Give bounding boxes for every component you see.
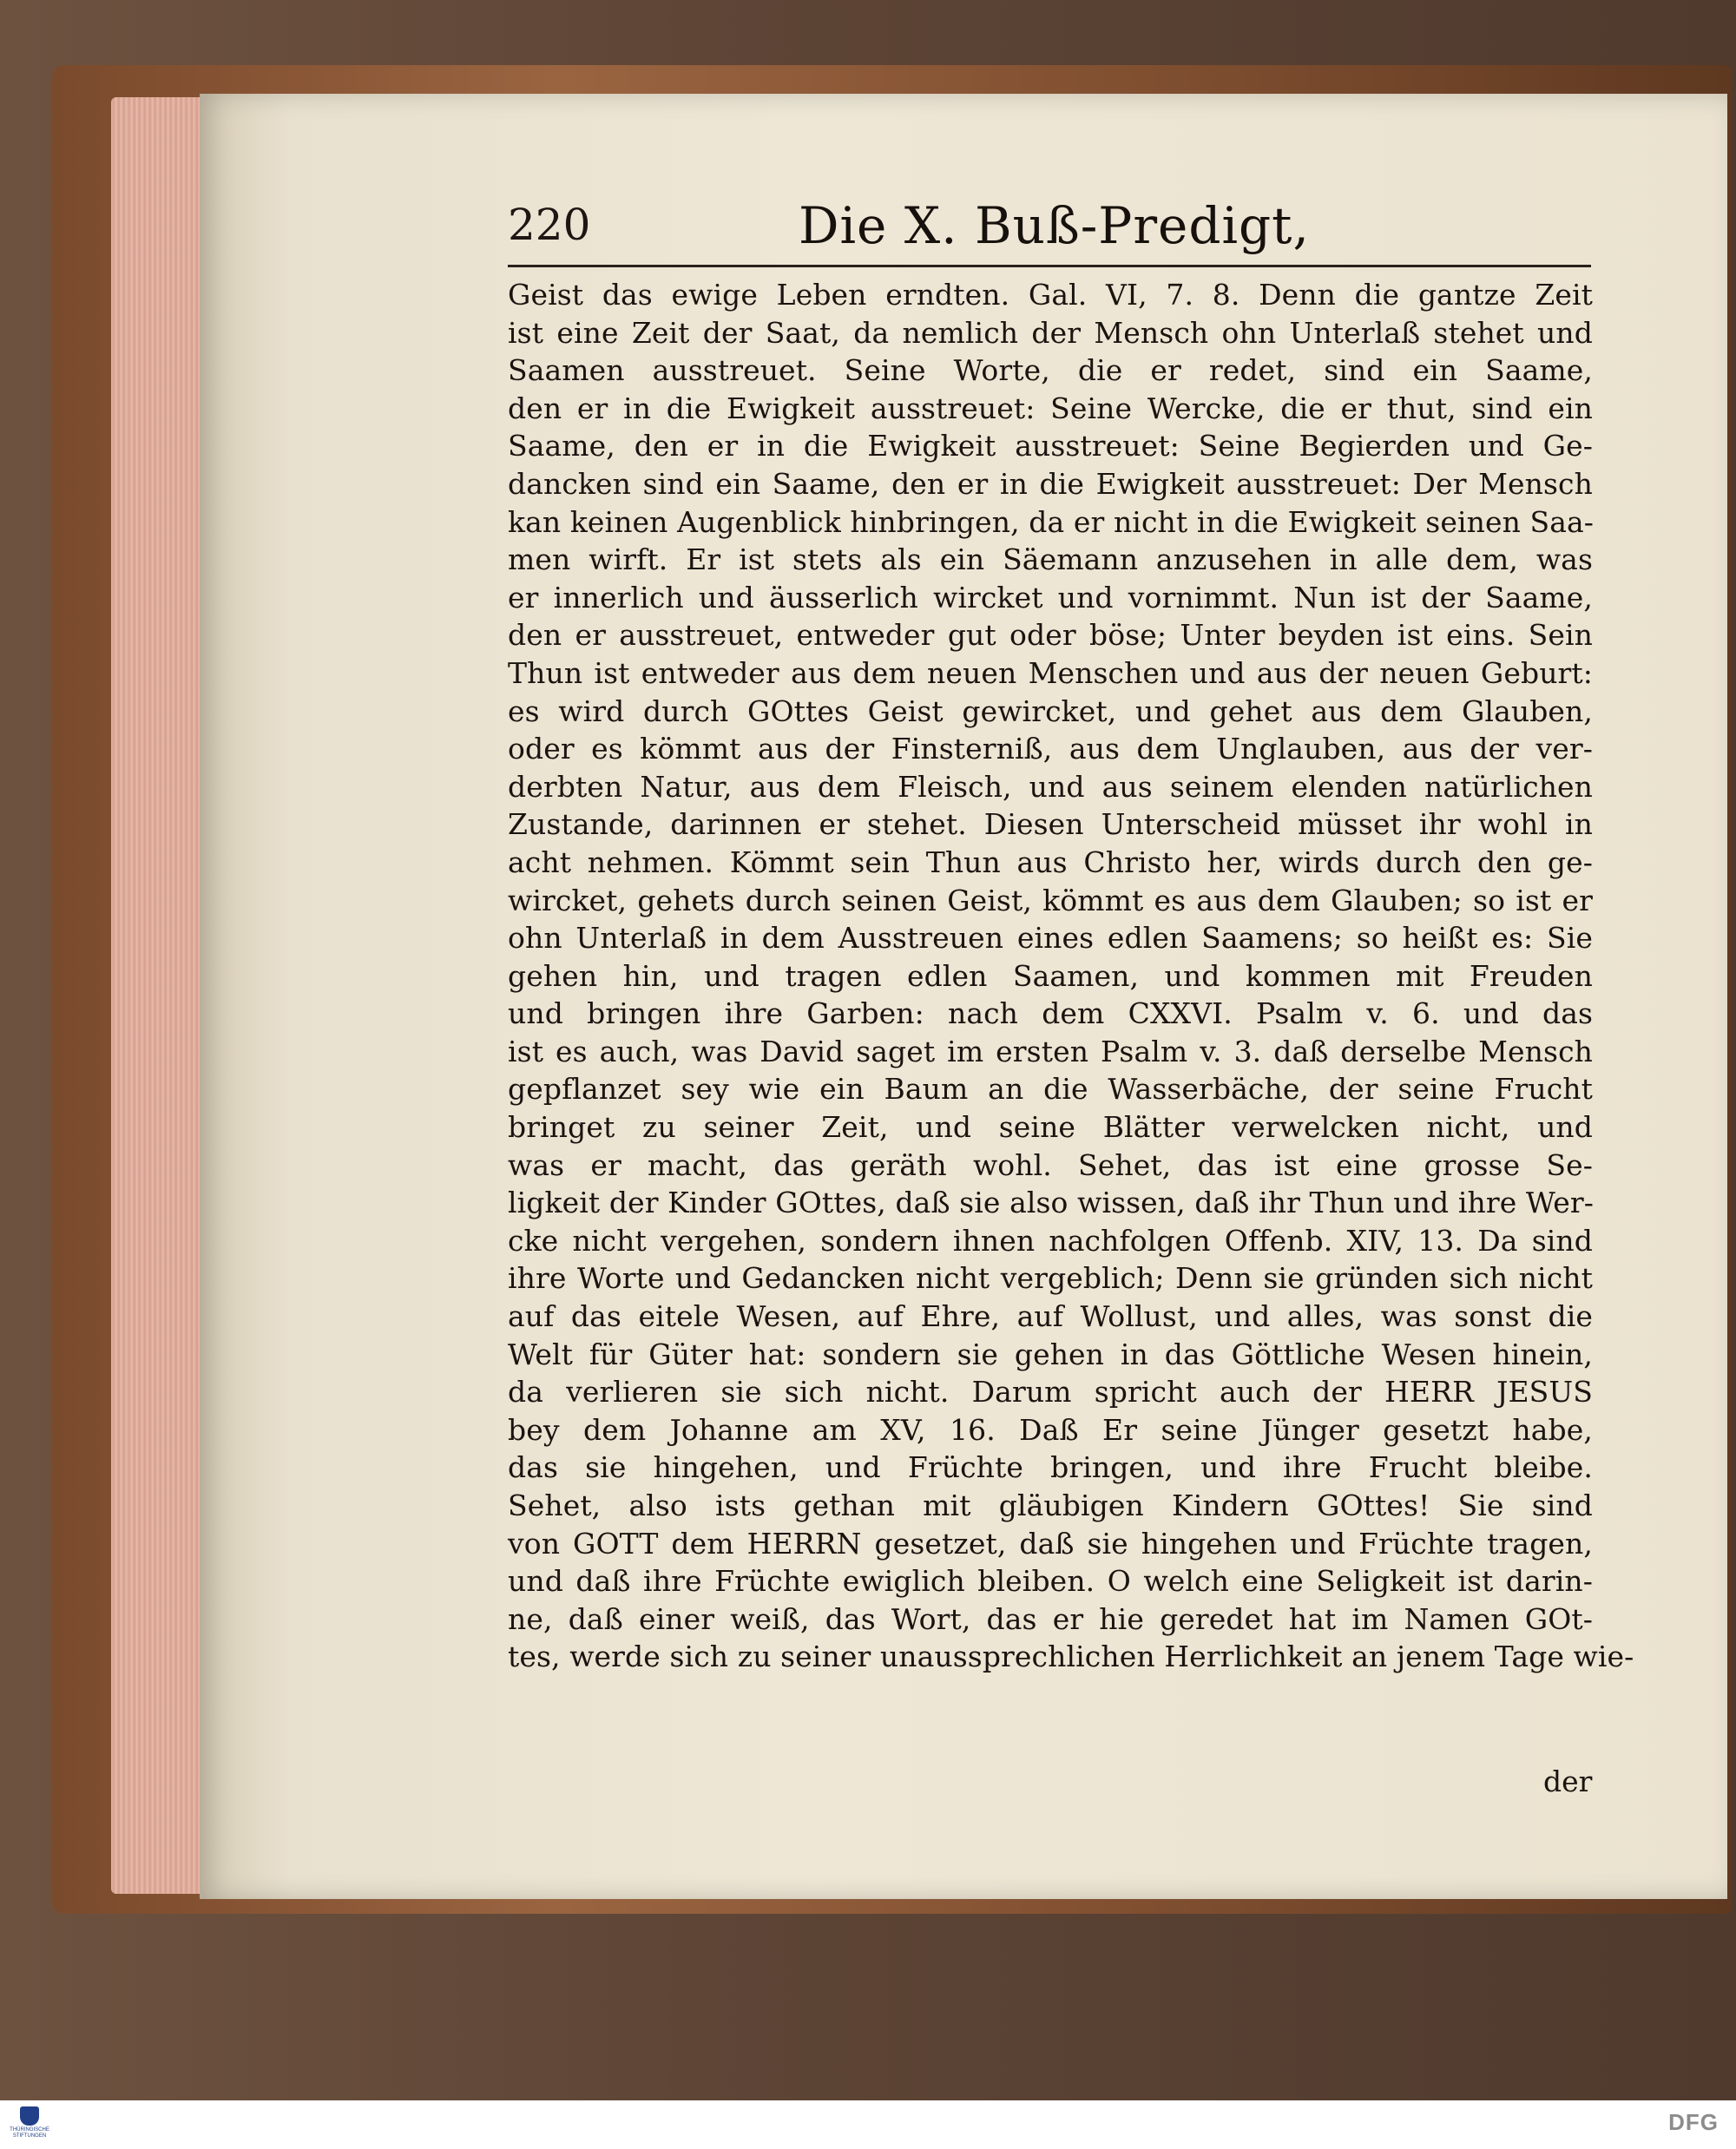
- text-line: acht nehmen. Kömmt sein Thun aus Christo her, wirds durch den ge-: [508, 844, 1593, 879]
- text-line: was er macht, das geräth wohl. Sehet, das ist eine grosse Se-: [508, 1147, 1593, 1182]
- catchword: der: [1543, 1765, 1593, 1798]
- text-line: cke nicht vergehen, sondern ihnen nachfolgen Offenb. XIV, 13. Da sind: [508, 1223, 1593, 1258]
- crest-icon: [20, 2106, 39, 2126]
- text-line: und bringen ihre Garben: nach dem CXXVI. Psalm v. 6. und das: [508, 996, 1593, 1031]
- body-text: [508, 276, 1634, 1676]
- text-line: men wirft. Er ist stets als ein Säemann anzusehen in alle dem, was: [508, 542, 1593, 577]
- text-line: ne, daß einer weiß, das Wort, das er hie geredet hat im Namen GOt-: [508, 1601, 1593, 1636]
- text-line: Sehet, also ists gethan mit gläubigen Kindern GOttes! Sie sind: [508, 1489, 1593, 1522]
- text-line: ist es auch, was David saget im ersten Psalm v. 3. daß derselbe Mensch: [508, 1034, 1593, 1068]
- text-line: Saame, den er in die Ewigkeit ausstreuet: Seine Begierden und Ge-: [508, 429, 1593, 463]
- text-line: gepflanzet sey wie ein Baum an die Wasserbäche, der seine Frucht: [508, 1072, 1593, 1107]
- text-line: dancken sind ein Saame, den er in die Ewigkeit ausstreuet: Der Mensch: [508, 466, 1593, 501]
- text-line: ohn Unterlaß in dem Ausstreuen eines edlen Saamens; so heißt es: Sie: [508, 921, 1593, 956]
- text-line: Saamen ausstreuet. Seine Worte, die er redet, sind ein Saame,: [508, 353, 1593, 388]
- text-line: oder es kömmt aus der Finsterniß, aus dem Unglauben, aus der ver-: [508, 732, 1593, 766]
- text-line: gehen hin, und tragen edlen Saamen, und kommen mit Freuden: [508, 958, 1593, 993]
- logo-caption: THÜRINGISCHE STIFTUNGEN: [10, 2127, 49, 2139]
- text-line: Thun ist entweder aus dem neuen Menschen und aus der neuen Geburt:: [508, 655, 1593, 690]
- text-line: bringet zu seiner Zeit, und seine Blätter verwelcken nicht, und: [508, 1110, 1593, 1145]
- text-line: er innerlich und äusserlich wircket und vornimmt. Nun ist der Saame,: [508, 580, 1593, 614]
- text-line: den er in die Ewigkeit ausstreuet: Seine Wercke, die er thut, sind ein: [508, 391, 1593, 425]
- text-line: ist eine Zeit der Saat, da nemlich der Mensch ohn Unterlaß stehet und: [508, 315, 1593, 350]
- running-title: Die X. Buß-Predigt,: [799, 196, 1310, 255]
- text-line: auf das eitele Wesen, auf Ehre, auf Wollust, und alles, was sonst die: [508, 1299, 1593, 1334]
- page-block-edge: [111, 97, 207, 1894]
- running-head: [508, 196, 1593, 260]
- library-logo: [10, 2106, 49, 2143]
- footer-bar: [0, 2100, 1736, 2149]
- text-line: bey dem Johanne am XV, 16. Daß Er seine Jünger gesetzt habe,: [508, 1412, 1593, 1447]
- text-line: von GOTT dem HERRN gesetzet, daß sie hingehen und Früchte tragen,: [508, 1526, 1593, 1561]
- text-line: da verlieren sie sich nicht. Darum spricht auch der HERR JESUS: [508, 1375, 1593, 1410]
- text-line: Geist das ewige Leben erndten. Gal. VI, 7. 8. Denn die gantze Zeit: [508, 278, 1593, 312]
- text-line: tes, werde sich zu seiner unaussprechlichen Herrlichkeit an jenem Tage wie-: [508, 1640, 1634, 1674]
- text-line: derbten Natur, aus dem Fleisch, und aus seinem elenden natürlichen: [508, 769, 1593, 804]
- text-line: den er ausstreuet, entweder gut oder böse; Unter beyden ist eins. Sein: [508, 618, 1593, 653]
- text-line: kan keinen Augenblick hinbringen, da er nicht in die Ewigkeit seinen Saa-: [508, 504, 1595, 539]
- page-number: 220: [508, 200, 591, 250]
- text-line: das sie hingehen, und Früchte bringen, und ihre Frucht bleibe.: [508, 1450, 1593, 1485]
- text-line: es wird durch GOttes Geist gewircket, und gehet aus dem Glauben,: [508, 693, 1593, 728]
- text-line: ligkeit der Kinder GOttes, daß sie also wissen, daß ihr Thun und ihre Wer-: [508, 1186, 1595, 1220]
- dfg-mark: DFG: [1668, 2109, 1719, 2135]
- text-line: ihre Worte und Gedancken nicht vergeblich; Denn sie gründen sich nicht: [508, 1261, 1593, 1296]
- text-line: Zustande, darinnen er stehet. Diesen Unterscheid müsset ihr wohl in: [508, 807, 1593, 842]
- header-rule: [508, 265, 1591, 267]
- text-line: wircket, gehets durch seinen Geist, kömmt es aus dem Glauben; so ist er: [508, 883, 1593, 917]
- text-line: und daß ihre Früchte ewiglich bleiben. O welch eine Seligkeit ist darin-: [508, 1564, 1593, 1599]
- text-line: Welt für Güter hat: sondern sie gehen in das Göttliche Wesen hinein,: [508, 1337, 1593, 1371]
